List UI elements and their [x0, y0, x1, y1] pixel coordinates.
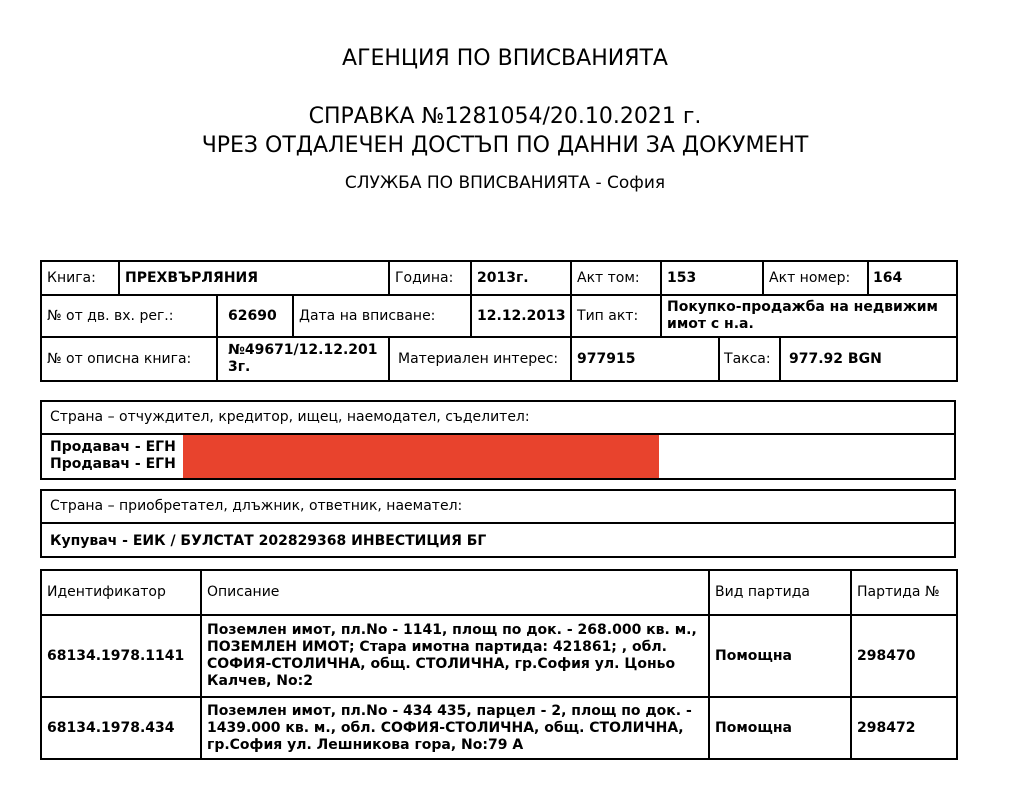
opisna-label: № от описна книга:	[41, 337, 217, 381]
data-vpisvane-label: Дата на вписване:	[293, 295, 471, 337]
service-title: СЛУЖБА ПО ВПИСВАНИЯТА - София	[344, 173, 666, 193]
row-description: Поземлен имот, пл.No - 434 435, парцел - 2, площ по док. - 1439.000 кв. м., обл. СОФИЯ-СТОЛИЧНА, общ. СТОЛИЧНА, гр.София ул. Лешникова гора, No:79 А	[201, 697, 709, 759]
akt-tom-label: Акт том:	[571, 261, 661, 295]
seller-line-2: Продавач - ЕГН	[50, 456, 176, 472]
spravka-title: СПРАВКА №1281054/20.10.2021 г.	[308, 104, 702, 129]
data-vpisvane-value: 12.12.2013	[471, 295, 571, 337]
document-info-table	[40, 260, 958, 382]
party-buyer-header: Страна – приобретател, длъжник, ответник, наемател:	[42, 491, 954, 524]
interes-label: Материален интерес:	[389, 337, 571, 381]
tip-akt-label: Тип акт:	[571, 295, 661, 337]
redaction-block	[183, 435, 659, 478]
godina-label: Година:	[389, 261, 471, 295]
row-partida-number: 298470	[851, 615, 957, 697]
taksa-label: Такса:	[720, 338, 781, 380]
remote-access-title: ЧРЕЗ ОТДАЛЕЧЕН ДОСТЪП ПО ДАННИ ЗА ДОКУМЕНТ	[201, 133, 809, 158]
col-partida-number: Партида №	[851, 570, 957, 615]
row-partida-type: Помощна	[709, 697, 851, 759]
agency-title: АГЕНЦИЯ ПО ВПИСВАНИЯТА	[342, 46, 668, 71]
col-description: Описание	[201, 570, 709, 615]
party-seller-body	[42, 435, 954, 484]
row-identifier: 68134.1978.434	[41, 697, 201, 759]
interes-value: 977915	[571, 337, 719, 381]
row-identifier: 68134.1978.1141	[41, 615, 201, 697]
party-seller-box	[40, 400, 956, 480]
kniga-label: Книга:	[41, 261, 119, 295]
row-description: Поземлен имот, пл.No - 1141, площ по док. - 268.000 кв. м., ПОЗЕМЛЕН ИМОТ; Стара имотна партида: 421861; , обл. СОФИЯ-СТОЛИЧНА, общ. СТОЛИЧНА, гр.София ул. Цоньо Калчев, No:2	[201, 615, 709, 697]
party-buyer-body	[42, 524, 954, 558]
kniga-value: ПРЕХВЪРЛЯНИЯ	[119, 261, 389, 295]
table-row	[41, 615, 957, 697]
col-partida-type: Вид партида	[709, 570, 851, 615]
party-buyer-box	[40, 489, 956, 558]
table-row	[41, 697, 957, 759]
seller-line-1: Продавач - ЕГН	[50, 439, 176, 455]
party-seller-header: Страна – отчуждител, кредитор, ищец, наемодател, съделител:	[42, 402, 954, 435]
taksa-value: 977.92 BGN	[789, 350, 882, 367]
vh-reg-value: 62690	[217, 295, 293, 337]
row-partida-type: Помощна	[709, 615, 851, 697]
buyer-line: Купувач - ЕИК / БУЛСТАТ 202829368 ИНВЕСТИЦИЯ БГ	[50, 533, 487, 549]
akt-nomer-value: 164	[873, 269, 903, 286]
tip-akt-value: Покупко-продажба на недвижим имот с н.а.	[661, 295, 957, 337]
opisna-value: №49671/12.12.2013г.	[217, 337, 389, 381]
row-partida-number: 298472	[851, 697, 957, 759]
akt-nomer-label: Акт номер:	[764, 262, 869, 294]
godina-value: 2013г.	[471, 261, 571, 295]
akt-tom-value: 153	[661, 261, 763, 295]
vh-reg-label: № от дв. вх. рег.:	[41, 295, 217, 337]
col-identifier: Идентификатор	[41, 570, 201, 615]
objects-table	[40, 569, 958, 760]
